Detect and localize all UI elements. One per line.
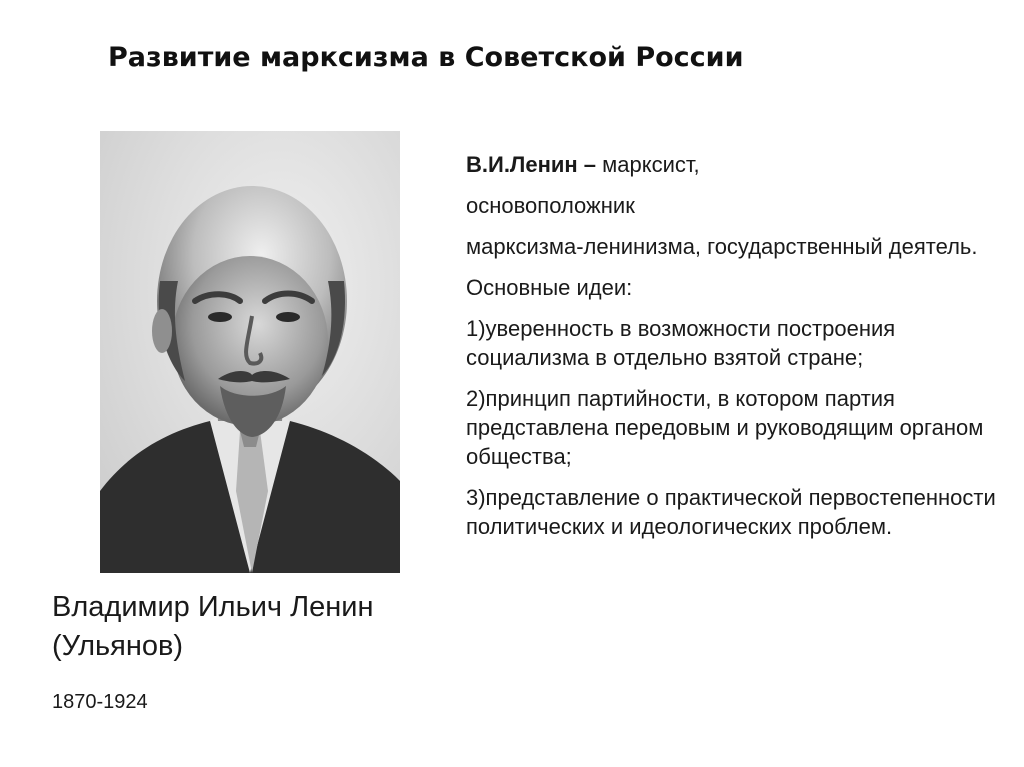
portrait-icon <box>100 131 400 573</box>
slide-title: Развитие марксизма в Советской России <box>108 42 744 73</box>
ideas-heading: Основные идеи: <box>466 275 633 300</box>
caption-name-line2: (Ульянов) <box>52 630 184 662</box>
body-text <box>466 150 1014 553</box>
lead-line <box>466 150 1014 179</box>
portrait-caption-years: 1870-1924 <box>52 691 148 713</box>
idea-item-2: 2)принцип партийности, в котором партия представлена передовым и руководящим органом общества; <box>466 386 984 469</box>
idea-item-1: 1)уверенность в возможности построения социализма в отдельно взятой стране; <box>466 316 896 370</box>
line-doctrine: марксизма-ленинизма, государственный деятель. <box>466 234 978 259</box>
idea-item-3: 3)представление о практической первостепенности политических и идеологических проблем. <box>466 485 996 539</box>
portrait-caption-name <box>52 588 452 666</box>
line-founder: основоположник <box>466 193 635 218</box>
portrait-photo <box>100 131 400 573</box>
lead-rest: марксист, <box>596 152 700 177</box>
lead-name: В.И.Ленин – <box>466 152 597 177</box>
caption-name-line1: Владимир Ильич Ленин <box>52 591 374 623</box>
